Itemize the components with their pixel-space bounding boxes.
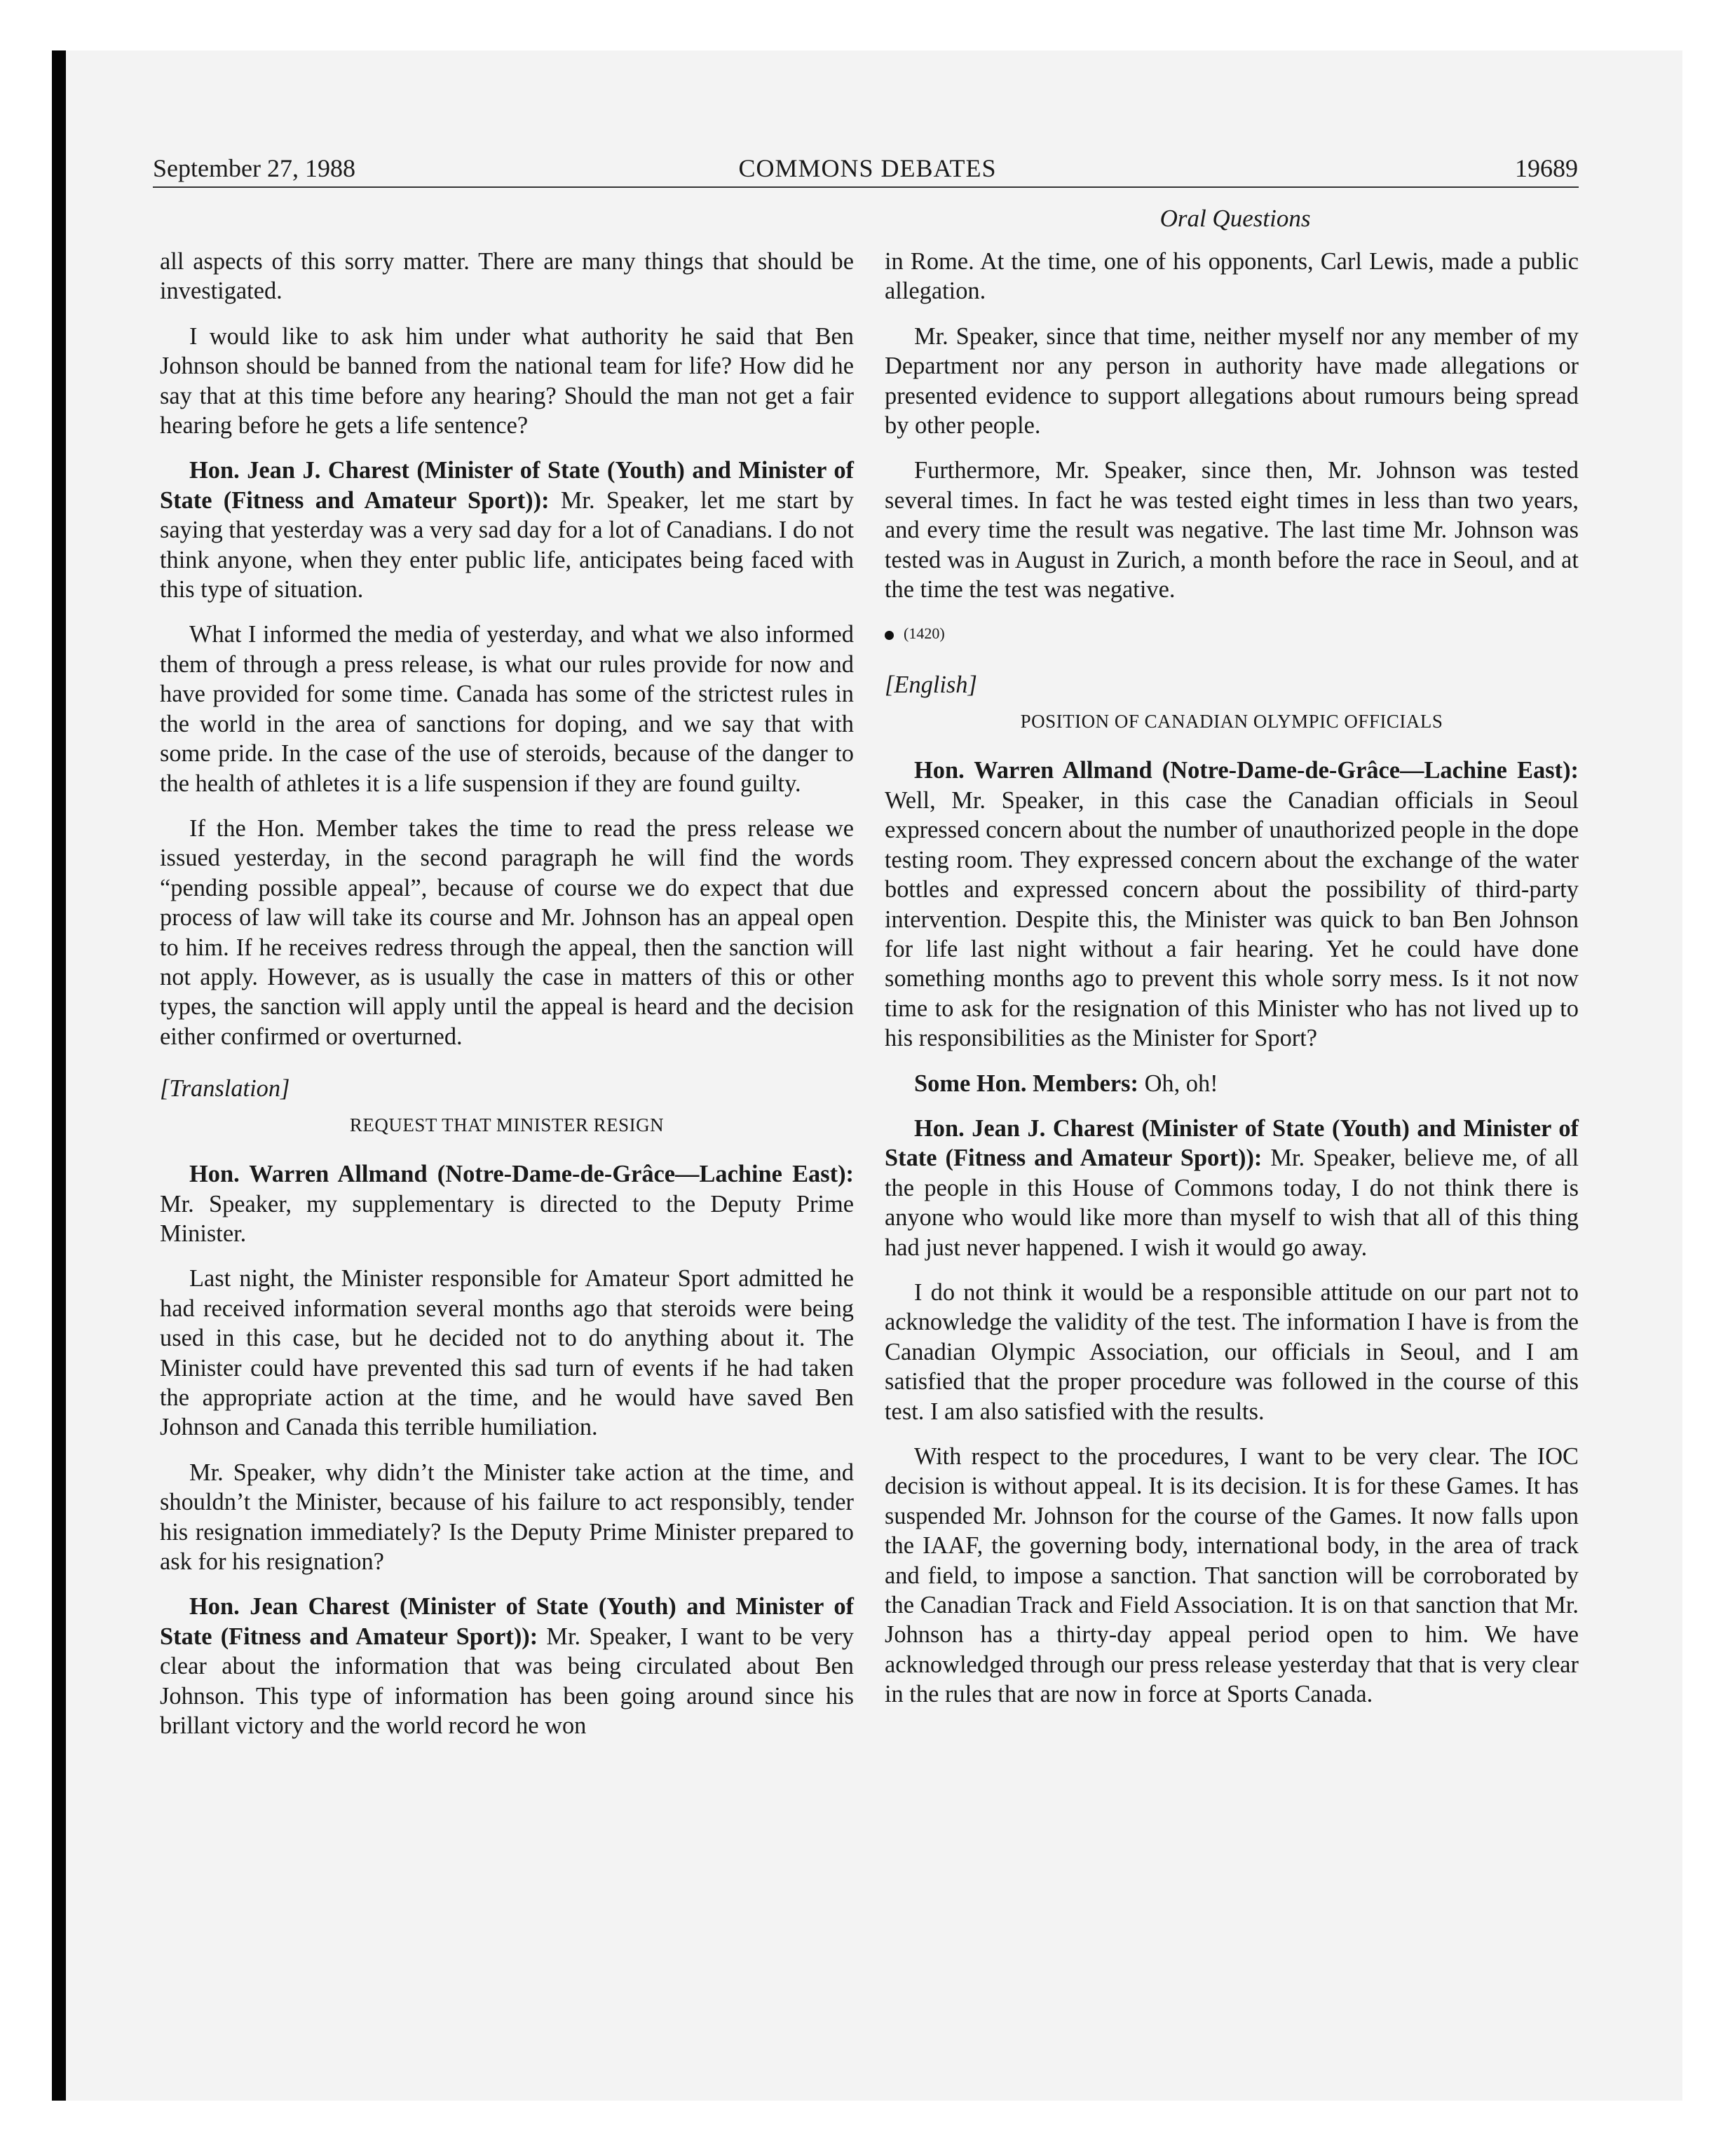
paragraph: all aspects of this sorry matter. There are many things that should be investigated.	[160, 248, 854, 305]
right-column	[885, 247, 1579, 1725]
paragraph: I would like to ask him under what authority he said that Ben Johnson should be banned from the national team for life? How did he say that at this time before any hearing? Should the man not get a fair hearing before he gets a life sentence?	[160, 322, 854, 439]
header-rule	[153, 186, 1579, 188]
time-marker-text: (1420)	[904, 625, 945, 643]
speech-text: Oh, oh!	[1138, 1070, 1218, 1097]
paragraph: Last night, the Minister responsible for Amateur Sport admitted he had received information several months ago that steroids were being used in this case, but he decided not to do anything about it. The Minister could have prevented this sad turn of events if he had taken the appropriate action at the time, and he would have saved Ben Johnson and Canada this terrible humiliation.	[160, 1265, 854, 1441]
paragraph	[885, 1069, 1579, 1098]
paragraph: Furthermore, Mr. Speaker, since then, Mr. Johnson was tested several times. In fact he was tested eight times in less than two years, and every time the result was negative. The last time Mr. Johnson was tested was in August in Zurich, a month before the race in Seoul, and at the time the test was negative.	[885, 457, 1579, 603]
paragraph: I do not think it would be a responsible attitude on our part not to acknowledge the validity of the test. The information I have is from the Canadian Olympic Association, our officials in Seoul, and I am satisfied that the proper procedure was followed in the course of this test. I am also satisfied with the results.	[885, 1278, 1579, 1425]
bullet-icon	[885, 631, 894, 640]
speaker-name: Hon. Jean J. Charest (Minister of State (Youth) and Minister of State (Fitness and Amateur Sport)):	[885, 1114, 1579, 1172]
paragraph: Mr. Speaker, since that time, neither myself nor any member of my Department nor any person in authority have made allegations or presented evidence to support allegations about rumours being spread by other people.	[885, 322, 1579, 439]
paragraph	[160, 456, 854, 604]
paragraph: Mr. Speaker, why didn’t the Minister take action at the time, and shouldn’t the Minister, because of his failure to act responsibly, tender his resignation immediately? Is the Deputy Prime Minister prepared to ask for his resignation?	[160, 1459, 854, 1576]
header-date: September 27, 1988	[153, 154, 355, 182]
speech-text: Well, Mr. Speaker, in this case the Canadian officials in Seoul expressed concern about the number of unauthorized people in the dope testing room. They expressed concern about the exchange of the water bottles and expressed concern about the possibility of third-party intervention. Despite this, the Minister was quick to ban Ben Johnson for life last night without a fair hearing. Yet he could have done something months ago to prevent this whole sorry mess. Is it not now time to ask for the resignation of this Minister who has not lived up to his responsibilities as the Minister for Sport?	[885, 786, 1579, 1052]
left-column	[160, 247, 854, 1756]
section-heading: POSITION OF CANADIAN OLYMPIC OFFICIALS	[1020, 711, 1443, 732]
speaker-name: Hon. Warren Allmand (Notre-Dame-de-Grâce—Lachine East):	[914, 757, 1579, 784]
speech-text: Mr. Speaker, I want to be very clear about the information that was being circulated about Ben Johnson. This type of information has been going around since his brillant victory and the world record he won	[160, 1623, 854, 1740]
paragraph: in Rome. At the time, one of his opponents, Carl Lewis, made a public allegation.	[885, 248, 1579, 305]
speech-text: Mr. Speaker, believe me, of all the people in this House of Commons today, I do not think there is anyone who would like more than myself to wish that all of this thing had just never happened. I wish it would go away.	[885, 1145, 1579, 1261]
header-page-number: 19689	[1515, 154, 1578, 182]
paragraph: What I informed the media of yesterday, and what we also informed them of through a press release, is what our rules provide for now and have provided for some time. Canada has some of the strictest rules in the world in the area of sanctions for doping, and we say that with some pride. In the case of the use of steroids, because of the danger to the health of athletes it is a life suspension if they are found guilty.	[160, 621, 854, 797]
time-marker	[885, 620, 1579, 648]
paragraph: If the Hon. Member takes the time to read the press release we issued yesterday, in the second paragraph he will find the words “pending possible appeal”, because of course we do expect that due process of law will take its course and Mr. Johnson has an appeal open to him. If he receives redress through the appeal, then the sanction will not apply. However, as is usually the case in matters of this or other types, the sanction will apply until the appeal is heard and the decision either confirmed or overturned.	[160, 814, 854, 1050]
speaker-name: Hon. Jean J. Charest (Minister of State (Youth) and Minister of State (Fitness and Amateur Sport)):	[160, 457, 854, 514]
speaker-name: Hon. Jean Charest (Minister of State (Youth) and Minister of State (Fitness and Amateur Sport)):	[160, 1593, 854, 1650]
scan-edge-bar	[52, 50, 66, 2101]
header-title: COMMONS DEBATES	[738, 154, 997, 182]
speaker-name: Hon. Warren Allmand (Notre-Dame-de-Grâce—Lachine East):	[189, 1161, 854, 1188]
speech-text: Mr. Speaker, let me start by saying that yesterday was a very sad day for a lot of Canadians. I do not think anyone, when they enter public life, anticipates being faced with this type of situation.	[160, 486, 854, 603]
paragraph	[885, 1114, 1579, 1262]
paragraph	[160, 1592, 854, 1740]
paragraph: With respect to the procedures, I want to be very clear. The IOC decision is without appeal. It is its decision. It is for these Games. It has suspended Mr. Johnson for the course of the Games. It now falls upon the IAAF, the governing body, international body, in the area of track and field, to impose a sanction. That sanction will be corroborated by the Canadian Track and Field Association. It is on that sanction that Mr. Johnson has a thirty-day appeal period open to him. We have acknowledged through our press release yesterday that that is very clear in the rules that are now in force at Sports Canada.	[885, 1443, 1579, 1708]
language-marker: [Translation]	[160, 1075, 290, 1103]
paragraph	[885, 756, 1579, 1053]
section-label: Oral Questions	[1159, 205, 1311, 232]
section-heading: REQUEST THAT MINISTER RESIGN	[349, 1114, 665, 1136]
paragraph	[160, 1159, 854, 1248]
speaker-name: Some Hon. Members:	[914, 1070, 1138, 1097]
language-marker: [English]	[885, 671, 977, 699]
speech-text: Mr. Speaker, my supplementary is directed to the Deputy Prime Minister.	[160, 1190, 854, 1247]
